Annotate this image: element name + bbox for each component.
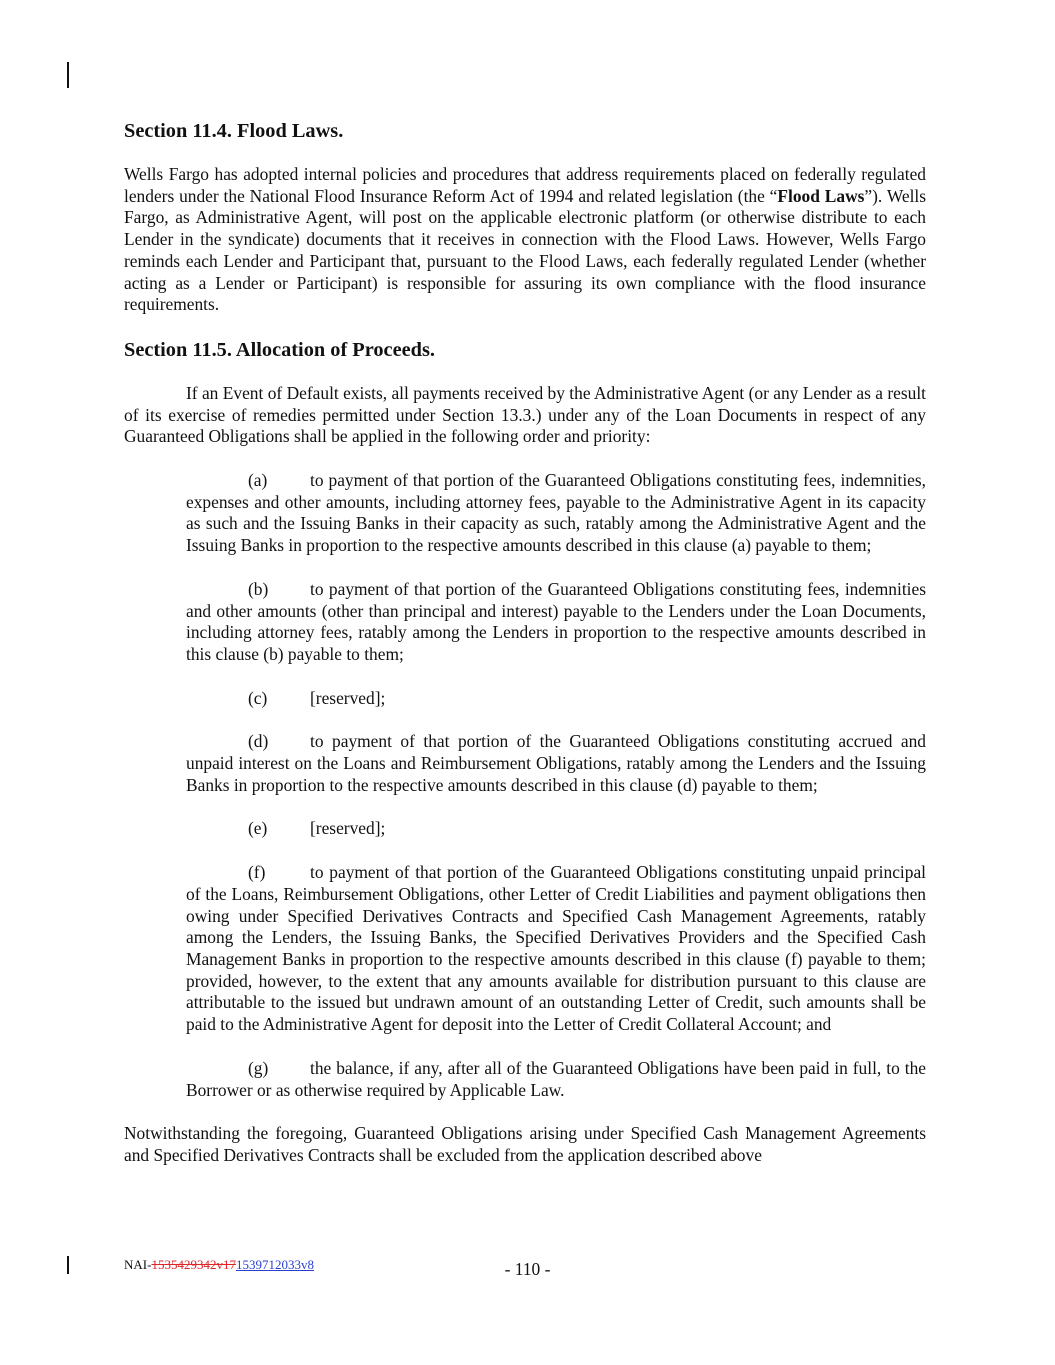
page-number: - 110 - — [504, 1259, 551, 1279]
flood-laws-paragraph — [124, 164, 926, 316]
clause-text: [reserved]; — [310, 818, 386, 839]
clause-label: (a) — [248, 470, 268, 491]
clause-label: (e) — [248, 818, 268, 839]
clause-item-e — [186, 818, 926, 840]
section-heading-allocation: Section 11.5. Allocation of Proceeds. — [124, 338, 435, 361]
clause-item-d — [186, 731, 926, 796]
clause-text: to payment of that portion of the Guaranteed Obligations constituting fees, indemnities and other amounts (other than principal and interest) payable to the Lenders under the Loan Documents, including attorney fees, ratably among the Lenders in proportion to the respective amounts described in this clause (b) payable to them; — [186, 578, 926, 664]
flood-laws-text-pre: Wells Fargo has adopted internal policies and procedures that address requirements placed on federally regulated lenders under the National Flood Insurance Reform Act of 1994 and related legislation (the “ — [124, 164, 926, 206]
clause-label: (b) — [248, 578, 269, 599]
clause-text: to payment of that portion of the Guaranteed Obligations constituting fees, indemnities, expenses and other amounts, including attorney fees, payable to the Administrative Agent in its capacity as such and the Issuing Banks in their capacity as such, ratably among the Administrative Agent and the Issuing Banks in proportion to the respective amounts described in this clause (a) payable to them; — [186, 470, 926, 556]
clause-text: to payment of that portion of the Guaranteed Obligations constituting unpaid principal of the Loans, Reimbursement Obligations, other Letter of Credit Liabilities and payment obligations then owing under Specified Derivatives Contracts and Specified Cash Management Agreements, ratably among the Lenders, the Issuing Banks, the Specified Derivatives Providers and the Specified Cash Management Banks in proportion to the respective amounts described in this clause (f) payable to them; provided, however, to the extent that any amounts available for distribution pursuant to this clause are attributable to the issued but undrawn amount of an outstanding Letter of Credit, such amounts shall be paid to the Administrative Agent for deposit into the Letter of Credit Collateral Account; and — [186, 862, 926, 1035]
clause-item-g — [186, 1058, 926, 1101]
clause-label: (c) — [248, 687, 268, 708]
clause-item-f — [186, 862, 926, 1036]
flood-laws-text-post: ”). Wells Fargo, as Administrative Agent, will post on the applicable electronic platform (or otherwise distribute to each Lender in the syndicate) documents that it receives in connection with the Flood Laws. However, Wells Fargo reminds each Lender and Participant that, pursuant to the Flood Laws, each federally regulated Lender (whether acting as a Lender or Participant) is responsible for assuring its own compliance with the flood insurance requirements. — [124, 185, 927, 315]
change-bar-top — [67, 62, 69, 88]
clause-label: (f) — [248, 862, 266, 883]
clause-label: (d) — [248, 731, 269, 752]
clause-item-a — [186, 470, 926, 557]
doc-id-inserted: 1539712033v8 — [235, 1257, 314, 1272]
flood-laws-defined-term: Flood Laws — [777, 185, 865, 206]
doc-id-prefix: NAI- — [124, 1257, 152, 1272]
clause-text: the balance, if any, after all of the Guaranteed Obligations have been paid in full, to the Borrower or as otherwise required by Applicable Law. — [186, 1057, 926, 1100]
closing-paragraph: Notwithstanding the foregoing, Guaranteed Obligations arising under Specified Cash Management Agreements and Specified Derivatives Contracts shall be excluded from the application described above — [124, 1123, 926, 1165]
doc-id-deleted: 1535429342v17 — [151, 1257, 236, 1272]
document-page — [124, 120, 926, 1167]
clause-label: (g) — [248, 1057, 269, 1078]
clause-text: to payment of that portion of the Guaranteed Obligations constituting accrued and unpaid interest on the Loans and Reimbursement Obligations, ratably among the Lenders and the Issuing Banks in proportion to the respective amounts described in this clause (d) payable to them; — [186, 731, 926, 795]
clause-item-c — [186, 688, 926, 710]
clause-text: [reserved]; — [310, 687, 386, 708]
clause-item-b — [186, 579, 926, 666]
section-heading-flood-laws: Section 11.4. Flood Laws. — [124, 120, 344, 142]
allocation-intro: If an Event of Default exists, all payments received by the Administrative Agent (or any Lender as a result of its exercise of remedies permitted under Section 13.3.) under any of the Loan Documents in respect of any Guaranteed Obligations shall be applied in the following order and priority: — [124, 382, 926, 447]
